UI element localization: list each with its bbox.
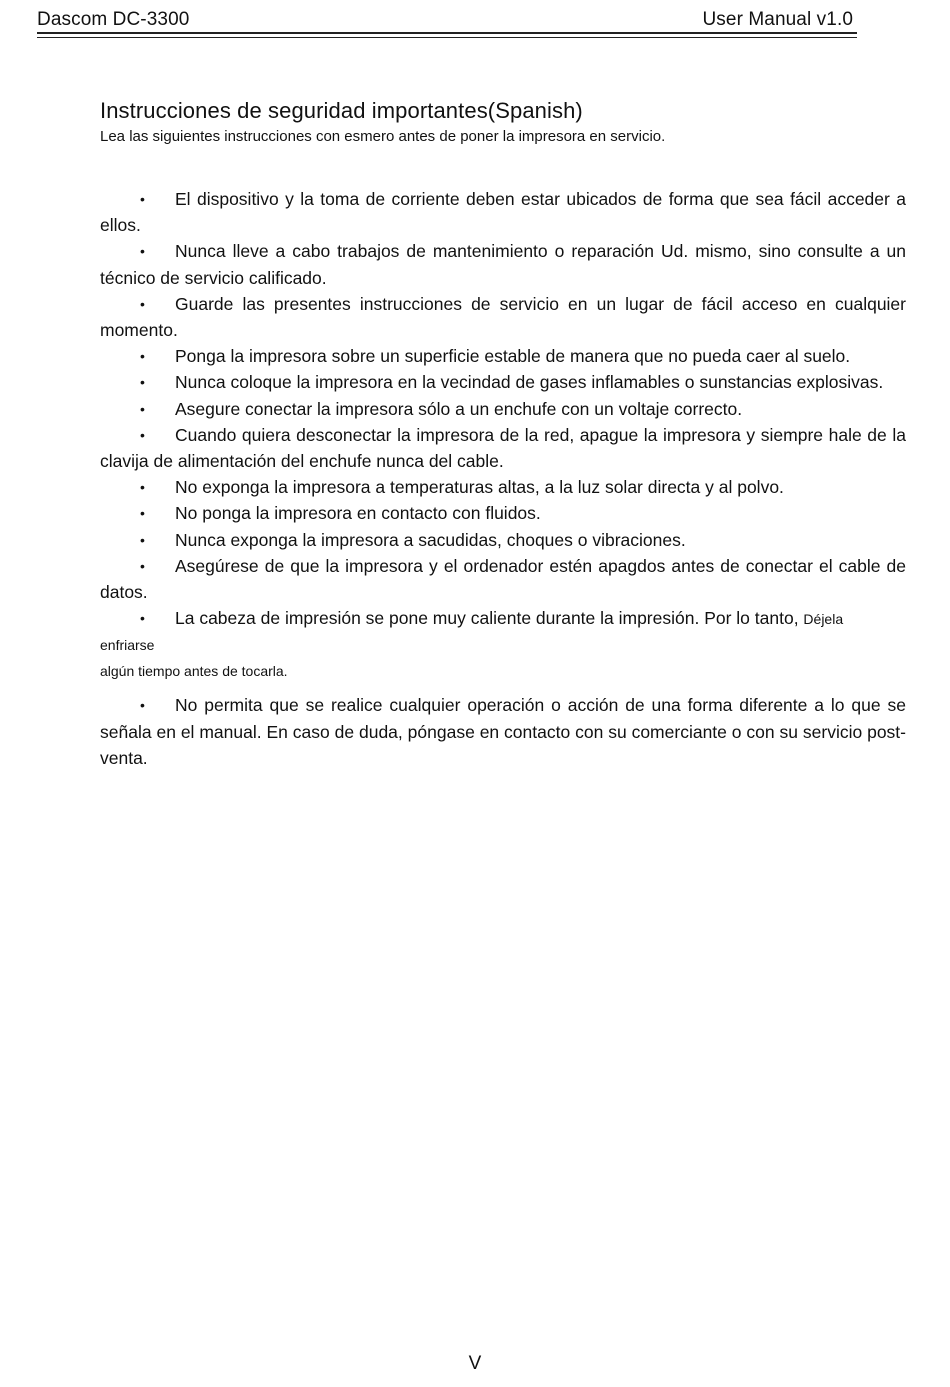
header-product-name: Dascom DC-3300 <box>37 9 190 30</box>
list-item <box>100 692 906 771</box>
list-item-text: Asegure conectar la impresora sólo a un enchufe con un voltaje correcto. <box>175 398 743 419</box>
bullet-icon: • <box>140 505 145 522</box>
spacer <box>100 684 906 692</box>
bullet-icon: • <box>140 295 145 312</box>
bullet-icon: • <box>140 400 145 417</box>
list-item-text: Nunca lleve a cabo trabajos de mantenimiento o reparación Ud. mismo, sino consulte a un técnico de servicio calificado. <box>100 241 906 288</box>
header-rule <box>37 32 857 34</box>
list-item-text: Guarde las presentes instrucciones de servicio en un lugar de fácil acceso en cualquier momento. <box>100 293 906 341</box>
list-item-continuation: enfriarse <box>100 637 155 654</box>
list-item-text: Asegúrese de que la impresora y el ordenador estén apagdos antes de conectar el cable de datos. <box>100 555 906 603</box>
bullet-icon: • <box>140 191 145 207</box>
bullet-icon: • <box>140 531 145 548</box>
header-rule-thin <box>37 37 857 38</box>
bullet-icon: • <box>140 697 145 714</box>
list-item <box>100 369 916 395</box>
section-title: Instrucciones de seguridad importantes(Spanish) <box>100 98 583 123</box>
list-item <box>100 553 906 605</box>
list-item-text: No permita que se realice cualquier operación o acción de una forma diferente a lo que se señala en el manual. En caso de duda, póngase en contacto con su comerciante o con su servicio post-venta. <box>100 695 906 768</box>
list-item <box>100 422 906 474</box>
list-item-text-small: Déjela <box>803 611 844 628</box>
list-item <box>100 291 906 343</box>
list-item <box>100 474 906 500</box>
bullet-icon: • <box>140 243 145 260</box>
list-item <box>100 186 906 238</box>
page-number: V <box>468 1353 482 1374</box>
bullet-icon: • <box>140 610 145 627</box>
list-item-text: Nunca exponga la impresora a sacudidas, choques o vibraciones. <box>175 529 686 550</box>
header-manual-version: User Manual v1.0 <box>702 9 853 30</box>
list-item <box>100 343 906 369</box>
list-item-text: Cuando quiera desconectar la impresora de la red, apague la impresora y siempre hale de la clavija de alimentación del enchufe nunca del cable. <box>100 424 906 472</box>
bullet-icon: • <box>140 479 145 496</box>
list-item-text: Ponga la impresora sobre un superficie estable de manera que no pueda caer al suelo. <box>175 346 851 367</box>
list-item <box>100 500 906 526</box>
list-item-text: No ponga la impresora en contacto con fluidos. <box>175 503 541 524</box>
list-item-heat-warning <box>100 605 916 632</box>
bullet-icon: • <box>140 374 145 391</box>
list-item <box>100 396 906 422</box>
list-item <box>100 238 906 290</box>
list-item-text: La cabeza de impresión se pone muy caliente durante la impresión. Por lo tanto, <box>175 608 804 629</box>
list-item <box>100 527 906 553</box>
bullet-icon: • <box>140 426 145 443</box>
list-item-text: Nunca coloque la impresora en la vecindad de gases inflamables o sunstancias explosivas. <box>175 372 884 393</box>
bullet-icon: • <box>140 557 145 574</box>
list-item-continuation: algún tiempo antes de tocarla. <box>100 663 288 680</box>
page-header <box>37 8 857 32</box>
bullet-icon: • <box>140 348 145 365</box>
list-item-text: El dispositivo y la toma de corriente deben estar ubicados de forma que sea fácil acceder a ellos. <box>100 189 906 236</box>
section-intro: Lea las siguientes instrucciones con esmero antes de poner la impresora en servicio. <box>100 128 666 145</box>
safety-instruction-list <box>100 186 906 771</box>
page-content <box>100 96 906 771</box>
list-item-text: No exponga la impresora a temperaturas altas, a la luz solar directa y al polvo. <box>175 477 784 498</box>
